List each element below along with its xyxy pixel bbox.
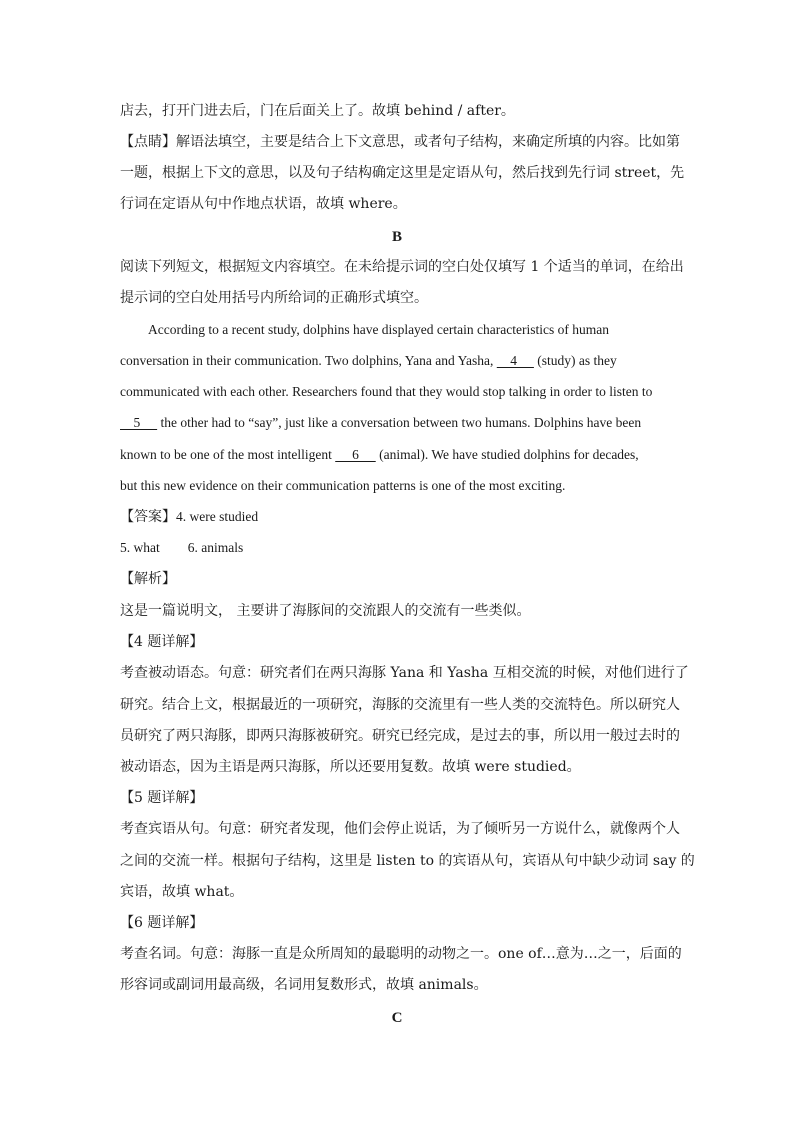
q5-line-3: 宾语，故填 what。	[120, 884, 244, 900]
q6-line-1: 考查名词。句意：海豚一直是众所周知的最聪明的动物之一。one of…意为…之一，后面的	[120, 946, 682, 962]
blank-6: 6	[335, 447, 376, 462]
answer-6: 6. animals	[187, 540, 244, 555]
passage-line-6: but this new evidence on their communication patterns is one of the most exciting.	[120, 478, 566, 493]
q4-line-4: 被动语态，因为主语是两只海豚，所以还要用复数。故填 were studied。	[120, 759, 581, 775]
answer-5: 5. what	[120, 540, 160, 555]
instruction-line-1: 阅读下列短文，根据短文内容填空。在未给提示词的空白处仅填写 1 个适当的单词，在给出	[120, 259, 684, 275]
answer-4: 4. were studied	[176, 509, 259, 524]
passage-line-2	[120, 351, 617, 371]
analysis-label: 【解析】	[120, 571, 176, 587]
passage-line-4-end: the other had to “say”, just like a conversation between two humans. Dolphins have been	[157, 415, 642, 430]
q5-line-2: 之间的交流一样。根据句子结构，这里是 listen to 的宾语从句，宾语从句中缺少动词 say 的	[120, 853, 695, 869]
passage-line-5	[120, 445, 639, 465]
tip-line-1: 解语法填空，主要是结合上下文意思，或者句子结构，来确定所填的内容。比如第	[176, 134, 680, 150]
passage-line-3: communicated with each other. Researchers found that they would stop talking in order to listen to	[120, 384, 653, 399]
section-c-heading: C	[391, 1010, 403, 1026]
instruction-line-2: 提示词的空白处用括号内所给词的正确形式填空。	[120, 290, 428, 306]
tip-line-2: 一题，根据上下文的意思，以及句子结构确定这里是定语从句，然后找到先行词 street，先	[120, 165, 685, 181]
analysis-summary: 这是一篇说明文， 主要讲了海豚间的交流跟人的交流有一些类似。	[120, 603, 531, 619]
intro-line: 店去，打开门进去后，门在后面关上了。故填 behind / after。	[120, 103, 515, 119]
section-b-heading: B	[391, 229, 402, 245]
passage-line-1: According to a recent study, dolphins have displayed certain characteristics of human	[148, 322, 609, 337]
q6-label: 【6 题详解】	[120, 915, 204, 931]
tip-label: 【点睛】	[120, 134, 176, 150]
blank-4: 4	[496, 353, 534, 368]
blank-5: 5	[120, 415, 158, 430]
answer-label: 【答案】	[120, 509, 176, 525]
q4-line-3: 员研究了两只海豚，即两只海豚被研究。研究已经完成，是过去的事，所以用一般过去时的	[120, 728, 680, 744]
q5-line-1: 考查宾语从句。句意：研究者发现，他们会停止说话，为了倾听另一方说什么，就像两个人	[120, 821, 680, 837]
q4-label: 【4 题详解】	[120, 634, 204, 650]
tip-line-3: 行词在定语从句中作地点状语，故填 where。	[120, 196, 407, 212]
q6-line-2: 形容词或副词用最高级，名词用复数形式，故填 animals。	[120, 977, 488, 993]
tip-paragraph	[120, 132, 680, 152]
q4-line-1: 考查被动语态。句意：研究者们在两只海豚 Yana 和 Yasha 互相交流的时候，对他们进行了	[120, 665, 689, 681]
answer-line	[120, 507, 258, 527]
answer-line-2	[120, 538, 243, 558]
passage-line-2-end: (study) as they	[533, 353, 617, 368]
q4-line-2: 研究。结合上文，根据最近的一项研究，海豚的交流里有一些人类的交流特色。所以研究人	[120, 697, 680, 713]
passage-line-5-end: (animal). We have studied dolphins for decades,	[375, 447, 639, 462]
passage-line-2-start: conversation in their communication. Two dolphins, Yana and Yasha,	[120, 353, 497, 368]
passage-line-4	[120, 413, 641, 433]
q5-label: 【5 题详解】	[120, 790, 204, 806]
passage-line-5-start: known to be one of the most intelligent	[120, 447, 336, 462]
